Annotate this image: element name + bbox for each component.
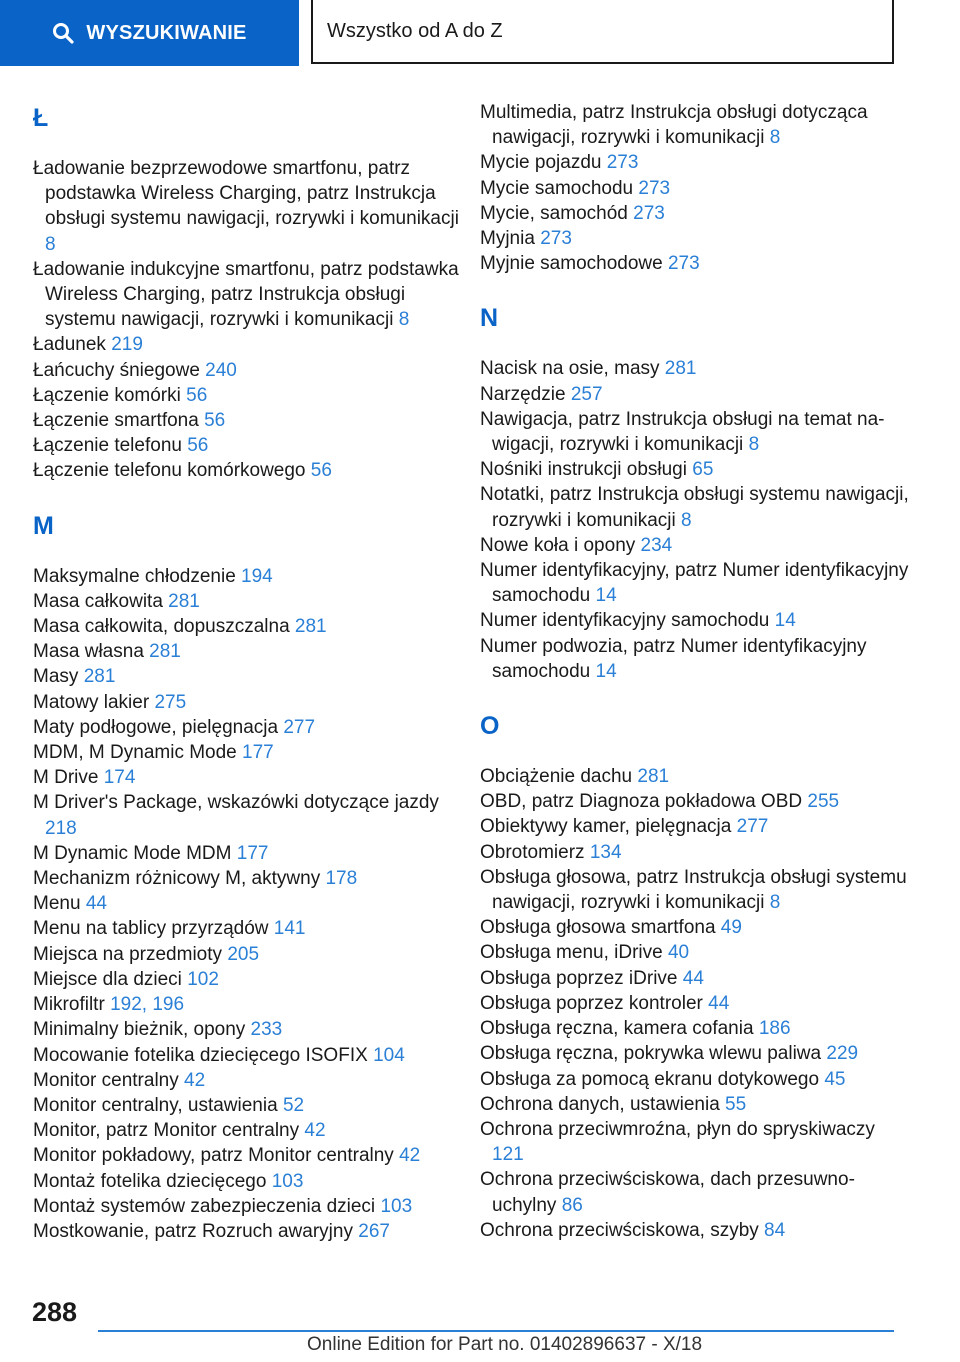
index-entry-text: Monitor, patrz Monitor centralny xyxy=(33,1120,300,1142)
index-entry-page-link[interactable]: 44 xyxy=(85,893,107,915)
index-entry-text: Monitor centralny, ustawienia xyxy=(33,1094,278,1116)
index-entry-page-link[interactable]: 42 xyxy=(184,1069,206,1091)
index-entry-page-link[interactable]: 281 xyxy=(637,766,670,788)
index-entry-text: Mycie, samochód xyxy=(480,202,628,224)
index-entry-page-link[interactable]: 229 xyxy=(826,1043,859,1065)
index-entry xyxy=(33,1043,473,1068)
index-entry xyxy=(480,482,910,532)
index-entry-page-link[interactable]: 277 xyxy=(283,716,316,738)
index-entry xyxy=(33,866,473,891)
index-entry-text: Myjnia xyxy=(480,228,535,250)
index-entry xyxy=(33,715,473,740)
index-entry xyxy=(33,614,473,639)
index-entry xyxy=(33,358,473,383)
index-entry-page-link[interactable]: 8 xyxy=(398,309,410,331)
index-entry-text: Montaż systemów zabezpieczenia dzieci xyxy=(33,1195,376,1217)
index-entry-page-link[interactable]: 56 xyxy=(187,435,209,457)
index-entry-page-link[interactable]: 8 xyxy=(769,127,781,149)
index-entry-text: Notatki, patrz Instrukcja obsługi systemu nawigacji, rozrywki i komunikacji xyxy=(480,484,909,531)
index-group xyxy=(480,708,910,1243)
index-entry-text: Narzędzie xyxy=(480,383,566,405)
index-entry-page-link[interactable]: 55 xyxy=(725,1093,747,1115)
index-entry-page-link[interactable]: 134 xyxy=(589,841,622,863)
index-entry-page-link[interactable]: 186 xyxy=(758,1018,791,1040)
index-entry-page-link[interactable]: 257 xyxy=(570,383,603,405)
section-title: Wszystko od A do Z xyxy=(327,19,503,42)
index-entry xyxy=(480,915,910,940)
index-entry xyxy=(480,457,910,482)
index-entry xyxy=(480,1092,910,1117)
index-entry-text: Nowe koła i opony xyxy=(480,534,636,556)
index-entry-text: Monitor pokładowy, patrz Monitor centralny xyxy=(33,1145,394,1167)
index-entry-text: Maksymalne chłodzenie xyxy=(33,565,236,587)
index-entry-text: Myjnie samochodowe xyxy=(480,253,663,275)
index-entry-text: Nośniki instrukcji obsługi xyxy=(480,459,687,481)
index-entry-text: M Driver's Package, wskazówki dotyczące jazdy xyxy=(33,792,439,814)
index-entry xyxy=(480,1041,910,1066)
index-entry xyxy=(480,840,910,865)
index-entry xyxy=(33,740,473,765)
index-entry-text: Obiektywy kamer, pielęgnacja xyxy=(480,816,732,838)
index-entry-text: OBD, patrz Diagnoza pokładowa OBD xyxy=(480,791,803,813)
index-entry-page-link[interactable]: 141 xyxy=(273,918,306,940)
index-entry-page-link[interactable]: 104 xyxy=(373,1044,405,1066)
index-entry-page-link[interactable]: 42 xyxy=(399,1145,421,1167)
index-entry xyxy=(480,1067,910,1092)
index-entry-text: Ochrona przeciwściskowa, dach przesuwnouchylny xyxy=(480,1169,855,1216)
index-entry-page-link[interactable]: 255 xyxy=(807,791,840,813)
index-entry-page-link[interactable]: 8 xyxy=(769,892,781,914)
index-entry-text: Montaż fotelika dziecięcego xyxy=(33,1170,267,1192)
index-letter-heading: O xyxy=(480,712,500,741)
index-entry xyxy=(33,967,473,992)
index-entry xyxy=(480,407,910,457)
index-entry-text: Matowy lakier xyxy=(33,691,150,713)
index-entry-list xyxy=(33,156,473,484)
index-entry-text: Łączenie telefonu komórkowego xyxy=(33,460,306,482)
index-entry-text: Mycie pojazdu xyxy=(480,152,602,174)
index-entry-page-link[interactable]: 14 xyxy=(774,610,796,632)
index-entry-page-link[interactable]: 174 xyxy=(103,767,136,789)
index-entry-page-link[interactable]: 277 xyxy=(736,816,769,838)
index-entry-text: Mocowanie fotelika dziecięcego ISOFIX xyxy=(33,1044,368,1066)
index-entry-text: Miejsca na przedmioty xyxy=(33,943,223,965)
index-entry-text: Obsługa głosowa smartfona xyxy=(480,917,716,939)
index-letter-heading: M xyxy=(33,511,54,540)
index-entry-text: Minimalny bieżnik, opony xyxy=(33,1019,246,1041)
index-entry-text: Mikrofiltr xyxy=(33,994,105,1016)
index-entry xyxy=(33,257,473,333)
index-entry-text: Ochrona przeciwściskowa, szyby xyxy=(480,1219,759,1241)
index-entry-page-link[interactable]: 65 xyxy=(692,459,714,481)
index-entry-list xyxy=(480,100,910,276)
index-entry xyxy=(480,1218,910,1243)
index-entry xyxy=(480,251,910,276)
index-entry-text: Obsługa ręczna, kamera cofania xyxy=(480,1018,754,1040)
index-entry xyxy=(33,1194,473,1219)
index-entry xyxy=(480,789,910,814)
index-entry-page-link[interactable]: 14 xyxy=(595,585,617,607)
index-entry xyxy=(480,1167,910,1217)
search-button-label: WYSZUKIWANIE xyxy=(86,21,247,44)
index-entry xyxy=(480,966,910,991)
index-entry-page-link[interactable]: 273 xyxy=(667,253,700,275)
index-entry-page-link[interactable]: 45 xyxy=(824,1068,846,1090)
index-entry xyxy=(33,156,473,257)
index-entry-text: Obsługa menu, iDrive xyxy=(480,942,663,964)
index-entry-page-link[interactable]: 103 xyxy=(380,1195,413,1217)
index-entry-list xyxy=(480,764,910,1243)
index-entry-text: Numer identyfikacyjny samochodu xyxy=(480,610,770,632)
index-entry-page-link[interactable]: 273 xyxy=(633,202,665,224)
index-entry xyxy=(480,814,910,839)
index-entry-text: Masy xyxy=(33,666,79,688)
index-entry xyxy=(480,226,910,251)
index-entry-page-link[interactable]: 56 xyxy=(186,384,208,406)
index-entry-text: Obrotomierz xyxy=(480,841,585,863)
index-entry-text: Maty podłogowe, pielęgnacja xyxy=(33,716,279,738)
footer-divider xyxy=(98,1330,894,1332)
index-column-left xyxy=(33,100,473,1268)
index-entry-page-link[interactable]: 205 xyxy=(227,943,260,965)
index-entry-page-link[interactable]: 121 xyxy=(492,1144,524,1166)
index-entry-page-link[interactable]: 281 xyxy=(83,666,116,688)
index-entry xyxy=(33,589,473,614)
index-entry-page-link[interactable]: 8 xyxy=(45,233,56,255)
index-entry xyxy=(480,608,910,633)
index-entry xyxy=(33,916,473,941)
index-entry-page-link[interactable]: 8 xyxy=(748,434,760,456)
index-entry xyxy=(480,176,910,201)
index-entry-text: Mycie samochodu xyxy=(480,177,634,199)
index-entry-text: Multimedia, patrz Instrukcja obsługi dotycząca nawigacji, rozrywki i komunikacji xyxy=(480,102,868,149)
index-entry xyxy=(480,382,910,407)
index-entry-text: Masa własna xyxy=(33,641,144,663)
index-entry-page-link[interactable]: 177 xyxy=(236,842,269,864)
index-entry-text: Ładowanie bezprzewodowe smartfonu, patrz podstawka Wireless Charging, patrz Instrukcja obsługi systemu nawigacji, rozrywki i komunikacji xyxy=(33,158,459,230)
index-entry-list xyxy=(480,356,910,684)
index-entry xyxy=(33,1219,473,1244)
index-entry xyxy=(480,991,910,1016)
index-group xyxy=(480,100,910,276)
index-entry-page-link[interactable]: 8 xyxy=(680,509,692,531)
index-entry-page-link[interactable]: 281 xyxy=(664,358,697,380)
index-group xyxy=(480,300,910,684)
index-entry-text: Łańcuchy śniegowe xyxy=(33,359,200,381)
index-entry-text: Łączenie smartfona xyxy=(33,410,199,432)
index-entry xyxy=(33,790,473,840)
search-button[interactable] xyxy=(0,0,299,66)
index-entry xyxy=(33,458,473,483)
index-letter-heading: Ł xyxy=(33,104,49,132)
index-entry-text: Masa całkowita xyxy=(33,590,163,612)
index-entry-page-link[interactable]: 42 xyxy=(304,1120,326,1142)
index-entry-page-link[interactable]: 273 xyxy=(606,152,639,174)
index-group xyxy=(33,508,473,1244)
index-entry-text: Ochrona przeciwmroźna, płyn do spryskiwaczy xyxy=(480,1118,875,1140)
index-entry xyxy=(33,942,473,967)
index-entry xyxy=(33,690,473,715)
index-entry-page-link[interactable]: 275 xyxy=(154,691,187,713)
index-entry xyxy=(33,891,473,916)
index-entry-page-link[interactable]: 56 xyxy=(204,410,226,432)
index-entry-page-link[interactable]: 86 xyxy=(561,1194,583,1216)
index-entry xyxy=(33,564,473,589)
index-entry-page-link[interactable]: 49 xyxy=(720,917,742,939)
index-entry xyxy=(480,201,910,226)
index-entry-text: Obsługa za pomocą ekranu dotykowego xyxy=(480,1068,820,1090)
index-entry-text: Menu na tablicy przyrządów xyxy=(33,918,269,940)
index-entry xyxy=(480,150,910,175)
index-entry xyxy=(480,764,910,789)
index-entry xyxy=(33,433,473,458)
index-entry-page-link[interactable]: 84 xyxy=(764,1219,786,1241)
index-entry-page-link[interactable]: 281 xyxy=(294,616,327,638)
index-entry-text: M Dynamic Mode MDM xyxy=(33,842,232,864)
index-entry xyxy=(33,332,473,357)
index-entry-page-link[interactable]: 234 xyxy=(640,534,673,556)
index-entry-text: M Drive xyxy=(33,767,99,789)
index-entry xyxy=(33,1068,473,1093)
index-entry xyxy=(33,1093,473,1118)
index-entry xyxy=(480,634,910,684)
index-entry-text: Ładunek xyxy=(33,334,106,356)
index-entry-page-link[interactable]: 44 xyxy=(708,992,730,1014)
index-entry-page-link[interactable]: 281 xyxy=(149,641,181,663)
index-entry-page-link[interactable]: 52 xyxy=(282,1094,305,1116)
index-entry xyxy=(33,383,473,408)
index-group xyxy=(33,100,473,484)
index-entry xyxy=(33,1017,473,1042)
index-entry xyxy=(33,1143,473,1168)
index-entry-text: Obsługa poprzez kontroler xyxy=(480,992,703,1014)
index-entry xyxy=(480,865,910,915)
index-entry-text: Łączenie komórki xyxy=(33,384,181,406)
index-entry-page-link[interactable]: 177 xyxy=(242,742,274,764)
index-entry-page-link[interactable]: 178 xyxy=(325,868,358,890)
index-entry-page-link[interactable]: 56 xyxy=(310,460,332,482)
index-entry xyxy=(480,100,910,150)
index-entry xyxy=(480,356,910,381)
index-letter-heading: N xyxy=(480,304,499,333)
index-entry-page-link[interactable]: 44 xyxy=(682,967,704,989)
index-entry xyxy=(33,841,473,866)
index-entry xyxy=(33,664,473,689)
index-entry-page-link[interactable]: 273 xyxy=(638,177,671,199)
index-column-right xyxy=(480,100,910,1267)
search-icon xyxy=(52,22,74,44)
index-entry-page-link[interactable]: 102 xyxy=(187,968,219,990)
index-entry-text: Monitor centralny xyxy=(33,1069,179,1091)
index-entry-page-link[interactable]: 219 xyxy=(111,334,143,356)
index-entry-page-link[interactable]: 218 xyxy=(45,817,77,839)
index-entry-page-link[interactable]: 103 xyxy=(271,1170,304,1192)
page-number: 288 xyxy=(32,1297,78,1327)
index-entry xyxy=(33,408,473,433)
index-entry xyxy=(33,765,473,790)
index-entry-text: Obciążenie dachu xyxy=(480,766,633,788)
top-bar xyxy=(0,0,960,66)
index-entry-text: Miejsce dla dzieci xyxy=(33,968,182,990)
index-entry-text: Obsługa poprzez iDrive xyxy=(480,967,678,989)
edition-info: Online Edition for Part no. 01402896637 - X/18 xyxy=(307,1334,703,1355)
index-entry-page-link[interactable]: 273 xyxy=(540,228,572,250)
index-entry xyxy=(33,639,473,664)
section-title-tab[interactable] xyxy=(311,0,894,64)
index-entry-text: Obsługa ręczna, pokrywka wlewu paliwa xyxy=(480,1043,822,1065)
index-entry-text: Łączenie telefonu xyxy=(33,435,182,457)
index-entry-page-link[interactable]: 194 xyxy=(241,565,273,587)
index-entry-text: Nacisk na osie, masy xyxy=(480,358,660,380)
index-entry xyxy=(480,533,910,558)
index-entry-page-link[interactable]: 14 xyxy=(595,660,617,682)
index-entry-text: Ładowanie indukcyjne smartfonu, patrz podstawka Wireless Charging, patrz Instrukcja obsługi systemu nawigacji, rozrywki i komunikacji xyxy=(33,258,459,331)
index-entry xyxy=(480,1016,910,1041)
index-entry-text: Numer podwozia, patrz Numer identyfikacyjny samochodu xyxy=(480,635,867,682)
index-entry-text: Nawigacja, patrz Instrukcja obsługi na temat nawigacji, rozrywki i komunikacji xyxy=(480,408,885,456)
index-entry xyxy=(33,1169,473,1194)
index-entry-page-link[interactable]: 281 xyxy=(168,590,200,612)
index-entry-list xyxy=(33,564,473,1244)
index-entry-page-link[interactable]: 233 xyxy=(250,1019,283,1041)
index-entry-text: Mechanizm różnicowy M, aktywny xyxy=(33,868,321,890)
index-entry xyxy=(33,992,473,1017)
index-entry-page-link[interactable]: 240 xyxy=(205,359,237,381)
index-entry-text: Numer identyfikacyjny, patrz Numer identyfikacyjny samochodu xyxy=(480,560,909,607)
index-entry xyxy=(480,558,910,608)
index-entry-text: Masa całkowita, dopuszczalna xyxy=(33,616,290,638)
index-entry-page-link[interactable]: 192, 196 xyxy=(110,994,185,1016)
index-entry-text: Mostkowanie, patrz Rozruch awaryjny xyxy=(33,1220,353,1242)
index-entry-text: Menu xyxy=(33,893,81,915)
index-entry-page-link[interactable]: 267 xyxy=(358,1220,390,1242)
index-entry xyxy=(480,940,910,965)
index-entry-text: Obsługa głosowa, patrz Instrukcja obsługi systemu nawigacji, rozrywki i komunikacji xyxy=(480,866,907,914)
index-entry xyxy=(480,1117,910,1167)
index-entry-text: MDM, M Dynamic Mode xyxy=(33,742,237,764)
index-entry-page-link[interactable]: 40 xyxy=(667,942,690,964)
index-entry xyxy=(33,1118,473,1143)
index-entry-text: Ochrona danych, ustawienia xyxy=(480,1093,720,1115)
